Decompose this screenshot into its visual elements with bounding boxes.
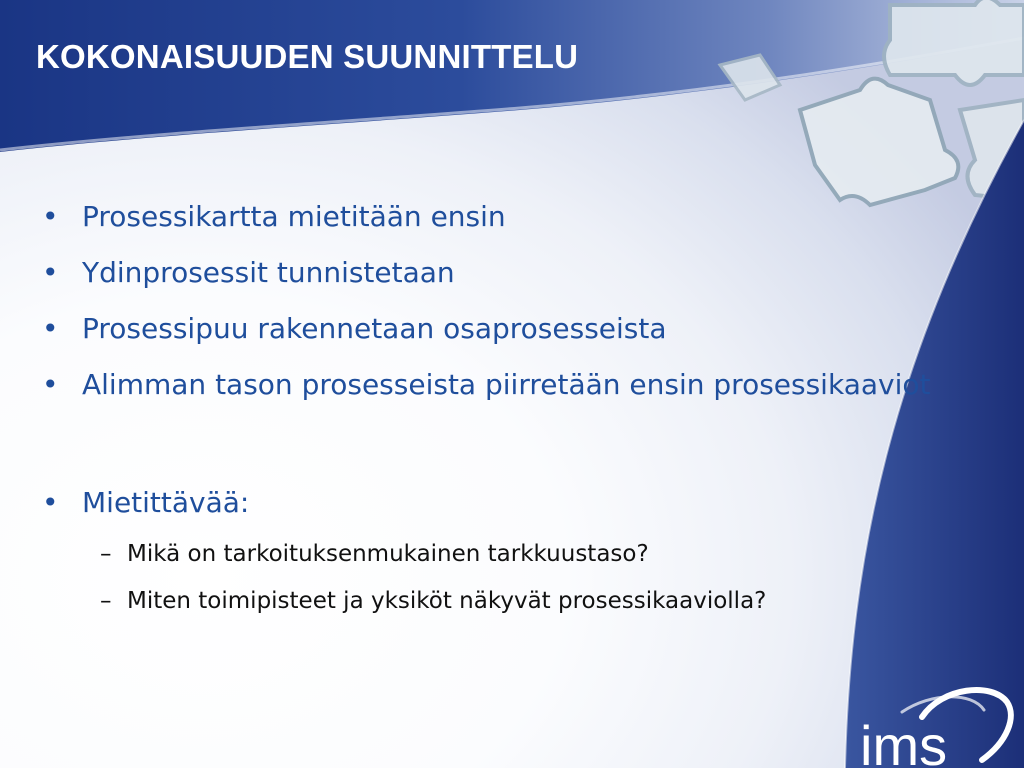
bullet-list (42, 195, 942, 631)
bullet-marker: • (42, 200, 59, 233)
dash-marker: – (100, 541, 112, 567)
bullet-text: Prosessikartta mietitään ensin (82, 200, 506, 233)
bullet-marker: • (42, 368, 59, 401)
bullet-marker: • (42, 486, 59, 519)
logo-text: ims (860, 714, 948, 768)
page-title: KOKONAISUUDEN SUUNNITTELU (36, 38, 579, 75)
sub-bullet-text: Miten toimipisteet ja yksiköt näkyvät prosessikaaviolla? (127, 588, 767, 614)
sub-list-item (42, 537, 942, 571)
sub-list-item (42, 584, 942, 618)
list-item (42, 363, 942, 407)
list-item (42, 307, 942, 351)
bullet-text: Alimman tason prosesseista piirretään ensin prosessikaaviot (82, 368, 931, 401)
bullet-text: Prosessipuu rakennetaan osaprosesseista (82, 312, 667, 345)
bullet-text: Ydinprosessit tunnistetaan (82, 256, 455, 289)
sub-bullet-text: Mikä on tarkoituksenmukainen tarkkuustaso? (127, 541, 649, 567)
dash-marker: – (100, 588, 112, 614)
ims-logo (842, 682, 1024, 768)
bullet-marker: • (42, 256, 59, 289)
list-item (42, 481, 942, 525)
bullet-marker: • (42, 312, 59, 345)
bullet-text: Mietittävää: (82, 486, 250, 519)
list-item (42, 195, 942, 239)
spacer (42, 419, 942, 481)
list-item (42, 251, 942, 295)
